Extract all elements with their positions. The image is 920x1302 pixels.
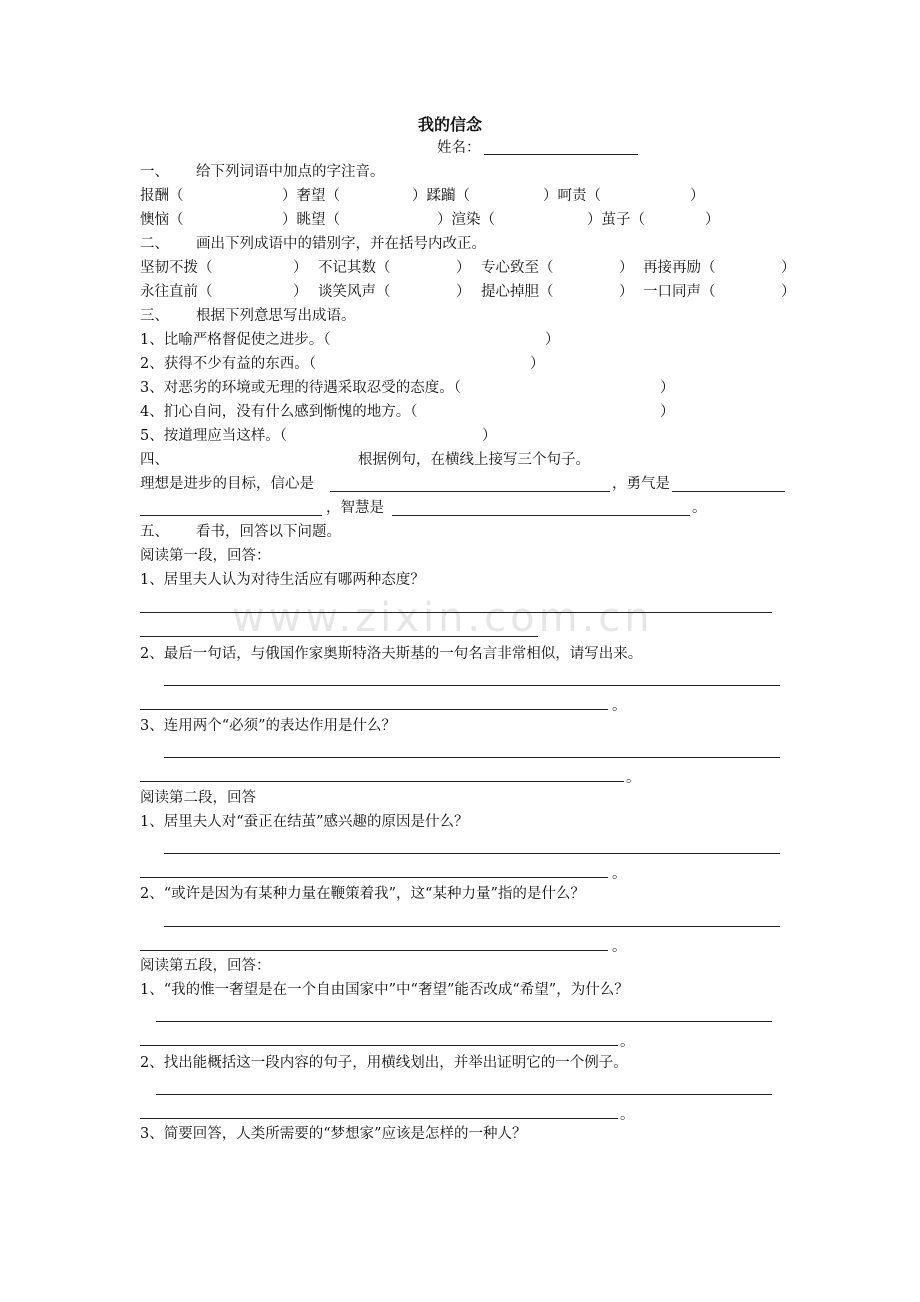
answer-line[interactable] bbox=[164, 757, 780, 758]
question: 1、居里夫人对“蚕正在结茧”感兴趣的原因是什么？ bbox=[140, 814, 469, 830]
idiom-item: ） bbox=[456, 260, 471, 276]
question: 2、找出能概括这一段内容的句子，用横线划出，并举出证明它的一个例子。 bbox=[140, 1055, 628, 1071]
question: 1、“我的惟一奢望是在一个自由国家中”中“奢望”能否改成“希望”，为什么？ bbox=[140, 982, 629, 998]
section-heading: 根据下列意思写出成语。 bbox=[196, 308, 356, 324]
idiom-item: 再接再励（ bbox=[643, 260, 716, 276]
idiom-item: ） bbox=[293, 260, 308, 276]
vocab-item: ）蹂躏（ bbox=[412, 188, 470, 204]
answer-line[interactable] bbox=[140, 781, 624, 782]
watermark: www.zixin.com.cn bbox=[232, 595, 654, 641]
idiom-item: 专心致至（ bbox=[481, 260, 554, 276]
vocab-item: 懊恼（ bbox=[140, 212, 184, 228]
idiom-item: 永往直前（ bbox=[140, 284, 213, 300]
vocab-item: ）茧子（ bbox=[587, 212, 645, 228]
section-number: 四、 bbox=[140, 452, 169, 468]
page-title: 我的信念 bbox=[418, 115, 483, 134]
period: 。 bbox=[612, 939, 627, 955]
idiom-item: ） bbox=[781, 284, 796, 300]
vocab-item: ）眺望（ bbox=[282, 212, 340, 228]
idiom-item: 谈笑风声（ bbox=[318, 284, 391, 300]
answer-line[interactable] bbox=[140, 612, 772, 613]
question: 4、扪心自问，没有什么感到惭愧的地方。（ bbox=[140, 404, 418, 420]
section-heading: 给下列词语中加点的字注音。 bbox=[196, 164, 385, 180]
answer-line[interactable] bbox=[140, 709, 608, 710]
idiom-item: ） bbox=[619, 284, 634, 300]
vocab-item: ）渲染（ bbox=[437, 212, 495, 228]
answer-line[interactable] bbox=[156, 1094, 772, 1095]
section-heading: 根据例句，在横线上接写三个句子。 bbox=[358, 452, 590, 468]
idiom-item: 不记其数（ bbox=[318, 260, 391, 276]
answer-line[interactable] bbox=[140, 636, 538, 637]
answer-line[interactable] bbox=[140, 877, 608, 878]
answer-line[interactable] bbox=[140, 1045, 618, 1046]
vocab-item: ） bbox=[705, 212, 720, 228]
reading-label: 阅读第五段，回答： bbox=[140, 958, 271, 974]
idiom-item: ） bbox=[456, 284, 471, 300]
idiom-item: ） bbox=[619, 260, 634, 276]
sentence-text: ，智慧是 bbox=[326, 500, 384, 516]
answer-line[interactable] bbox=[330, 491, 610, 492]
name-field[interactable] bbox=[484, 154, 638, 155]
vocab-item: ）呵责（ bbox=[543, 188, 601, 204]
idiom-item: 一口同声（ bbox=[643, 284, 716, 300]
answer-line[interactable] bbox=[140, 1118, 618, 1119]
answer-line[interactable] bbox=[392, 515, 690, 516]
paren-close: ） bbox=[545, 332, 560, 348]
section-heading: 看书，回答以下问题。 bbox=[196, 524, 341, 540]
idiom-item: 坚韧不拨（ bbox=[140, 260, 213, 276]
question: 3、连用两个“必须”的表达作用是什么？ bbox=[140, 718, 397, 734]
sentence-text: ，勇气是 bbox=[612, 476, 670, 492]
answer-line[interactable] bbox=[156, 1021, 772, 1022]
question: 3、简要回答，人类所需要的“梦想家”应该是怎样的一种人？ bbox=[140, 1126, 527, 1142]
period: 。 bbox=[612, 698, 627, 714]
idiom-item: 提心掉胆（ bbox=[481, 284, 554, 300]
reading-label: 阅读第二段，回答 bbox=[140, 790, 256, 806]
question: 2、最后一句话，与俄国作家奥斯特洛夫斯基的一句名言非常相似，请写出来。 bbox=[140, 646, 643, 662]
paren-close: ） bbox=[660, 404, 675, 420]
vocab-item: ） bbox=[690, 188, 705, 204]
idiom-item: ） bbox=[293, 284, 308, 300]
section-number: 一、 bbox=[140, 164, 169, 180]
vocab-item: 报酬（ bbox=[140, 188, 184, 204]
reading-label: 阅读第一段，回答： bbox=[140, 548, 271, 564]
idiom-item: ） bbox=[781, 260, 796, 276]
answer-line[interactable] bbox=[672, 491, 785, 492]
period: 。 bbox=[626, 770, 641, 786]
period: 。 bbox=[620, 1107, 635, 1123]
question: 2、获得不少有益的东西。（ bbox=[140, 356, 316, 372]
sentence-text: 理想是进步的目标，信心是 bbox=[140, 476, 314, 492]
paren-close: ） bbox=[530, 356, 545, 372]
name-label: 姓名： bbox=[437, 140, 481, 156]
question: 2、“或许是因为有某种力量在鞭策着我”，这“某种力量”指的是什么？ bbox=[140, 886, 585, 902]
section-number: 二、 bbox=[140, 236, 169, 252]
paren-close: ） bbox=[660, 380, 675, 396]
vocab-item: ）奢望（ bbox=[282, 188, 340, 204]
sentence-text: 。 bbox=[692, 500, 707, 516]
answer-line[interactable] bbox=[164, 685, 780, 686]
answer-line[interactable] bbox=[140, 950, 608, 951]
section-number: 三、 bbox=[140, 308, 169, 324]
answer-line[interactable] bbox=[140, 515, 322, 516]
paren-close: ） bbox=[482, 428, 497, 444]
question: 5、按道理应当这样。（ bbox=[140, 428, 287, 444]
answer-line[interactable] bbox=[164, 926, 780, 927]
period: 。 bbox=[612, 866, 627, 882]
question: 1、比喻严格督促使之进步。（ bbox=[140, 332, 331, 348]
section-number: 五、 bbox=[140, 524, 169, 540]
section-heading: 画出下列成语中的错别字，并在括号内改正。 bbox=[196, 236, 486, 252]
answer-line[interactable] bbox=[164, 853, 780, 854]
question: 3、对恶劣的环境或无理的待遇采取忍受的态度。（ bbox=[140, 380, 461, 396]
question: 1、居里夫人认为对待生活应有哪两种态度？ bbox=[140, 572, 425, 588]
period: 。 bbox=[620, 1034, 635, 1050]
